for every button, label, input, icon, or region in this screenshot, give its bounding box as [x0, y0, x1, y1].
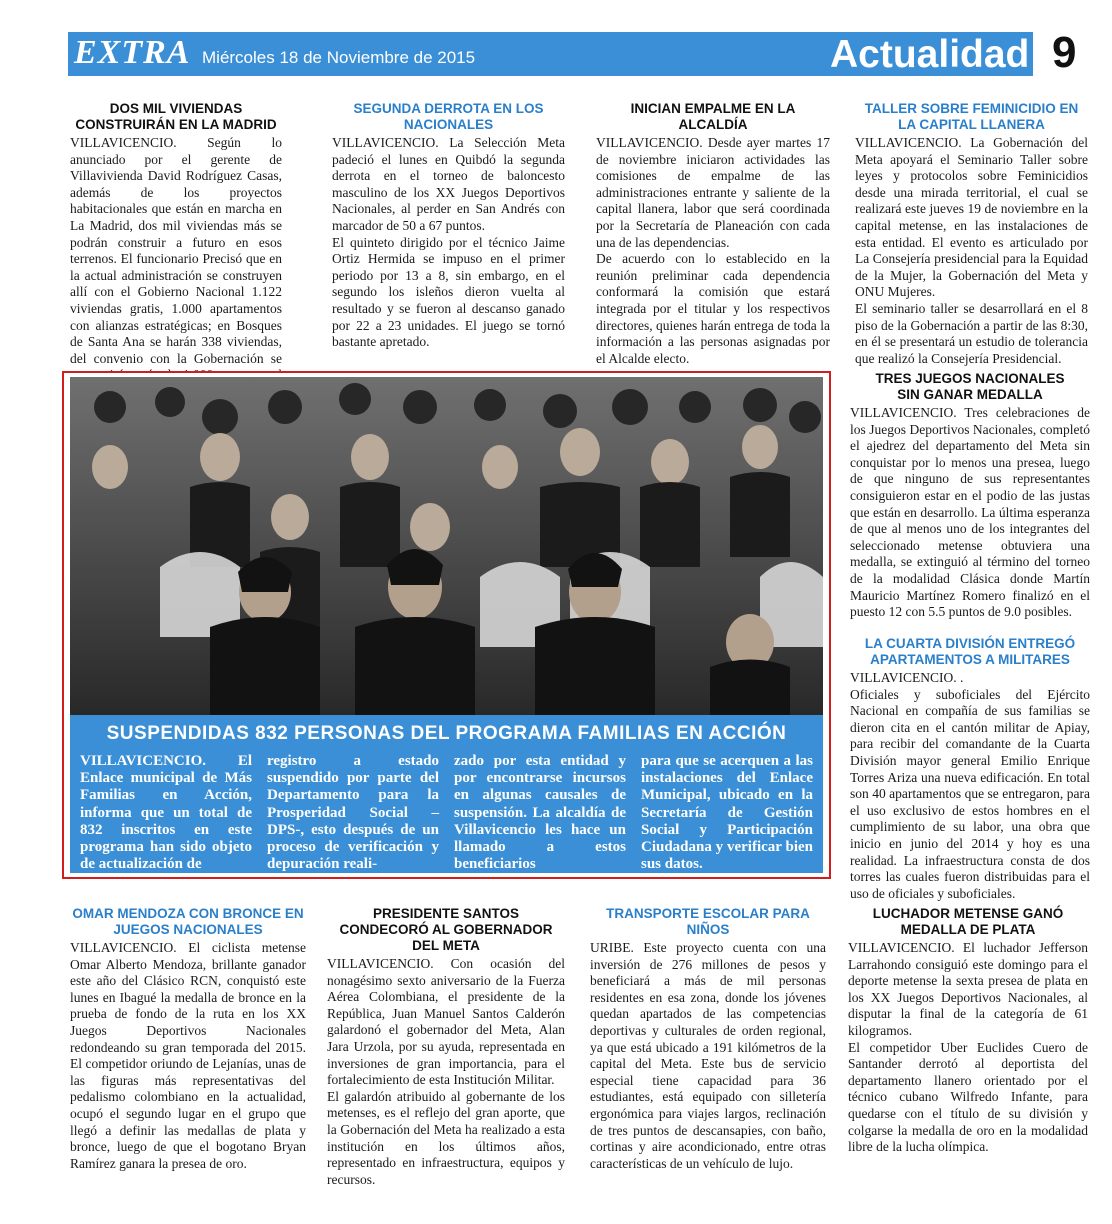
feature-col-1: VILLAVICENCIO. El Enlace municipal de Más Familias en Acción, informa que un total de 832 inscritos en este programa han sido objeto de actualización de — [80, 753, 252, 873]
newspaper-logo: EXTRA — [74, 34, 191, 71]
article-omar-mendoza — [70, 906, 306, 1172]
article-body: VILLAVICENCIO. Con ocasión del nonagésimo sexto aniversario de la Fuerza Aérea Colombiana, el presidente de la República, Juan Manuel Santos Calderón galardonó el gobernador del Meta, Alan Jara Urzola, por su ayuda, representada en inversiones de gran importancia, para el fortalecimiento de esta Institución Militar. — [327, 956, 565, 1088]
feature-col-3: zado por esta entidad y por encontrarse incursos en algunas causales de suspensión. La alcaldía de Villavicencio les hace un llamado a estos beneficiarios — [454, 753, 626, 873]
article-title: PRESIDENTE SANTOS CONDECORÓ AL GOBERNADOR DEL META — [339, 906, 553, 953]
article-body: El competidor Uber Euclides Cuero de Santander derrotó al deportista del departamento llanero orientado por el técnico cubano Wilfredo Infante, para quedarse con el título de su división y colgarse la medalla de oro en la modalidad libre de la lucha olímpica. — [848, 1039, 1088, 1155]
article-body: VILLAVICENCIO. El ciclista metense Omar Alberto Mendoza, brillante ganador este año del Clásico RCN, conquistó este lunes en Ibagué la medalla de bronce en la prueba de fondo de la ruta en los XX Juegos Deportivos Nacionales redondeando su gran temporada del 2015. El competidor oriundo de Lejanías, unas de las figuras más representativas del pedalismo colombiano en la actualidad, ocupó el segundo lugar en el grupo que llegó a definir las medallas de plata y bronce, luego de que el bogotano Bryan Ramírez ganara la presea de oro. — [70, 940, 306, 1171]
article-title: INICIAN EMPALME EN LA ALCALDÍA — [630, 101, 796, 132]
feature-col-2: registro a estado suspendido por parte del Departamento para la Prosperidad Social – DPS-, esto después de un proceso de verificación y depuración reali- — [267, 753, 439, 873]
article-title: TRANSPORTE ESCOLAR PARA NIÑOS — [606, 906, 810, 937]
article-title: LUCHADOR METENSE GANÓ MEDALLA DE PLATA — [872, 906, 1064, 937]
brand-small: EL DIARIO DEL LLANO — [80, 27, 143, 33]
article-title: DOS MIL VIVIENDAS CONSTRUIRÁN EN LA MADRID — [75, 101, 277, 132]
article-body: El galardón atribuido al gobernante de los metenses, es el reflejo del gran aporte, que la Gobernación del Meta ha realizado a esta institución en los últimos años, representado en infraestructura, equipos y recursos. — [327, 1088, 565, 1187]
crowd-photo-illustration — [70, 377, 823, 715]
article-title: LA CUARTA DIVISIÓN ENTREGÓ APARTAMENTOS A MILITARES — [864, 636, 1076, 667]
article-body: VILLAVICENCIO. Desde ayer martes 17 de noviembre iniciaron actividades las comisiones de empalme de las administraciones entrante y saliente de la capital llanera, labor que será coordinada por la Secretaría de Planeación con cada una de las dependencias. — [596, 135, 830, 250]
article-body: URIBE. Este proyecto cuenta con una inversión de 276 millones de pesos y beneficiará a más de mil personas residentes en esa zona, donde los jóvenes quedan apartados de las competencias deportivas y culturales de orden regional, ya que está ubicado a 191 kilómetros de la capital del Meta. Este bus de servicio especial tiene capacidad para 36 estudiantes, está equipado con silletería ergonómica para viajes largos, reclinación de tres puntos de descansapies, con baño, cortinas y aire acondicionado, entre otras características de un vehículo de lujo. — [590, 940, 826, 1171]
article-segunda-derrota — [332, 101, 565, 351]
article-title: TRES JUEGOS NACIONALES SIN GANAR MEDALLA — [875, 371, 1065, 402]
article-body: VILLAVICENCIO. El luchador Jefferson Larrahondo consiguió este domingo para el deporte metense la sexta presea de plata en los XX Juegos Deportivos Nacionales, al disputar la final de la categoría de 61 kilogramos. — [848, 940, 1088, 1038]
article-title: SEGUNDA DERROTA EN LOS NACIONALES — [353, 101, 544, 132]
article-body: VILLAVICENCIO. La Gobernación del Meta apoyará el Seminario Taller sobre leyes y protocolos sobre Feminicidios desde una mirada territorial, el cual se realizará este jueves 19 de noviembre en la capital metense, en las instalaciones de esta entidad. El evento es articulado por La Consejería presidencial para la Equidad de la Mujer, la Gobernación del Meta y ONU Mujeres. — [855, 135, 1088, 300]
article-body: VILLAVICENCIO. . — [850, 670, 964, 685]
article-body: VILLAVICENCIO. Tres celebraciones de los Juegos Deportivos Nacionales, completó el ajedrez del departamento del Meta sin conquistar por lo menos una presea, luego de que ninguno de sus representantes consiguieron estar en el podio de las justas que están en desarrollo. La última esperanza de que al menos uno de los integrantes del seleccionado metense obtuviera una medalla, se extinguió al término del torneo de la modalidad Clásica donde Martín Mauricio Martínez Romero finalizó en el puesto 12 con 5.5 puntos de 9.0 posibles. — [850, 405, 1090, 620]
feature-title: SUSPENDIDAS 832 PERSONAS DEL PROGRAMA FAMILIAS EN ACCIÓN — [106, 723, 787, 744]
article-title: TALLER SOBRE FEMINICIDIO EN LA CAPITAL LLANERA — [864, 101, 1079, 132]
article-body: VILLAVICENCIO. Según lo anunciado por el gerente de Villavivienda David Rodríguez Casas, además de los proyectos habitacionales que están en marcha en La Madrid, dos mil viviendas más se podrán construir a futuro en esos terrenos. El funcionario Precisó que en la actual administración se construyen allí con el Gobierno Nacional 1.122 viviendas gratis, 1.000 apartamentos con alianzas estratégicas; en Bosques de Santa Ana se harán 338 viviendas, del convenio con la Gobernación se — [70, 135, 282, 366]
article-transporte-escolar — [590, 906, 826, 1172]
article-empalme — [596, 101, 830, 367]
crowd-photo — [70, 377, 823, 715]
article-viviendas — [70, 101, 282, 401]
article-body: El seminario taller se desarrollará en el 8 piso de la Gobernación a partir de las 8:30, en él se presentará un estudio de tolerancia que realizó la Consejería Presidencial. — [855, 300, 1088, 366]
feature-text-box — [70, 715, 823, 873]
feature-frame — [62, 371, 831, 879]
article-body: VILLAVICENCIO. La Selección Meta padeció el lunes en Quibdó la segunda derrota en el torneo de baloncesto masculino de los XX Juegos Deportivos Nacionales, al perder en San Andrés con marcador de 50 a 67 puntos. — [332, 135, 565, 233]
article-body: El quinteto dirigido por el técnico Jaime Ortiz Hermida se impuso en el primer periodo por 13 a 8, sin embargo, en el segundo los isleños dieron vuelta al resultado y se fueron al descanso ganado por 22 a 23 unidades. El juego se tornó bastante apretado. — [332, 234, 565, 350]
article-tres-juegos — [850, 371, 1090, 621]
article-presidente-santos — [327, 906, 565, 1188]
article-body: De acuerdo con lo establecido en la reunión preliminar cada dependencia conformará la comisión que estará integrada por el titular y los respectivos directores, quienes harán entrega de toda la información a las personas asignadas por el Alcalde electo. — [596, 251, 830, 366]
issue-date: Miércoles 18 de Noviembre de 2015 — [202, 48, 476, 67]
article-title: OMAR MENDOZA CON BRONCE EN JUEGOS NACIONALES — [72, 906, 304, 937]
page-number: 9 — [1052, 28, 1077, 77]
article-feminicidio — [855, 101, 1088, 367]
article-cuarta-division — [850, 636, 1090, 902]
article-luchador-metense — [848, 906, 1088, 1156]
feature-col-4: para que se acerquen a las instalaciones del Enlace Municipal, ubicado en la Secretaría de Gestión Social y Participación Ciudadana y verificar bien sus datos. — [641, 753, 813, 873]
article-body: Oficiales y suboficiales del Ejército Nacional en compañía de sus familias se dieron cita en el cantón militar de Apiay, para recibir del comandante de la Cuarta División mayor general Emilio Enrique Torres Ariza una nueva edificación. En total son 40 apartamentos que se entregaron, para el uso exclusivo de estos hombres en el cumplimiento de su labor, una obra que inicio en junio del 2014 y hoy es una realidad. La infraestructura consta de dos torres las cuales fueron distribuidas para el uso de oficiales y suboficiales. — [850, 686, 1090, 901]
section-title: Actualidad — [830, 33, 1030, 76]
